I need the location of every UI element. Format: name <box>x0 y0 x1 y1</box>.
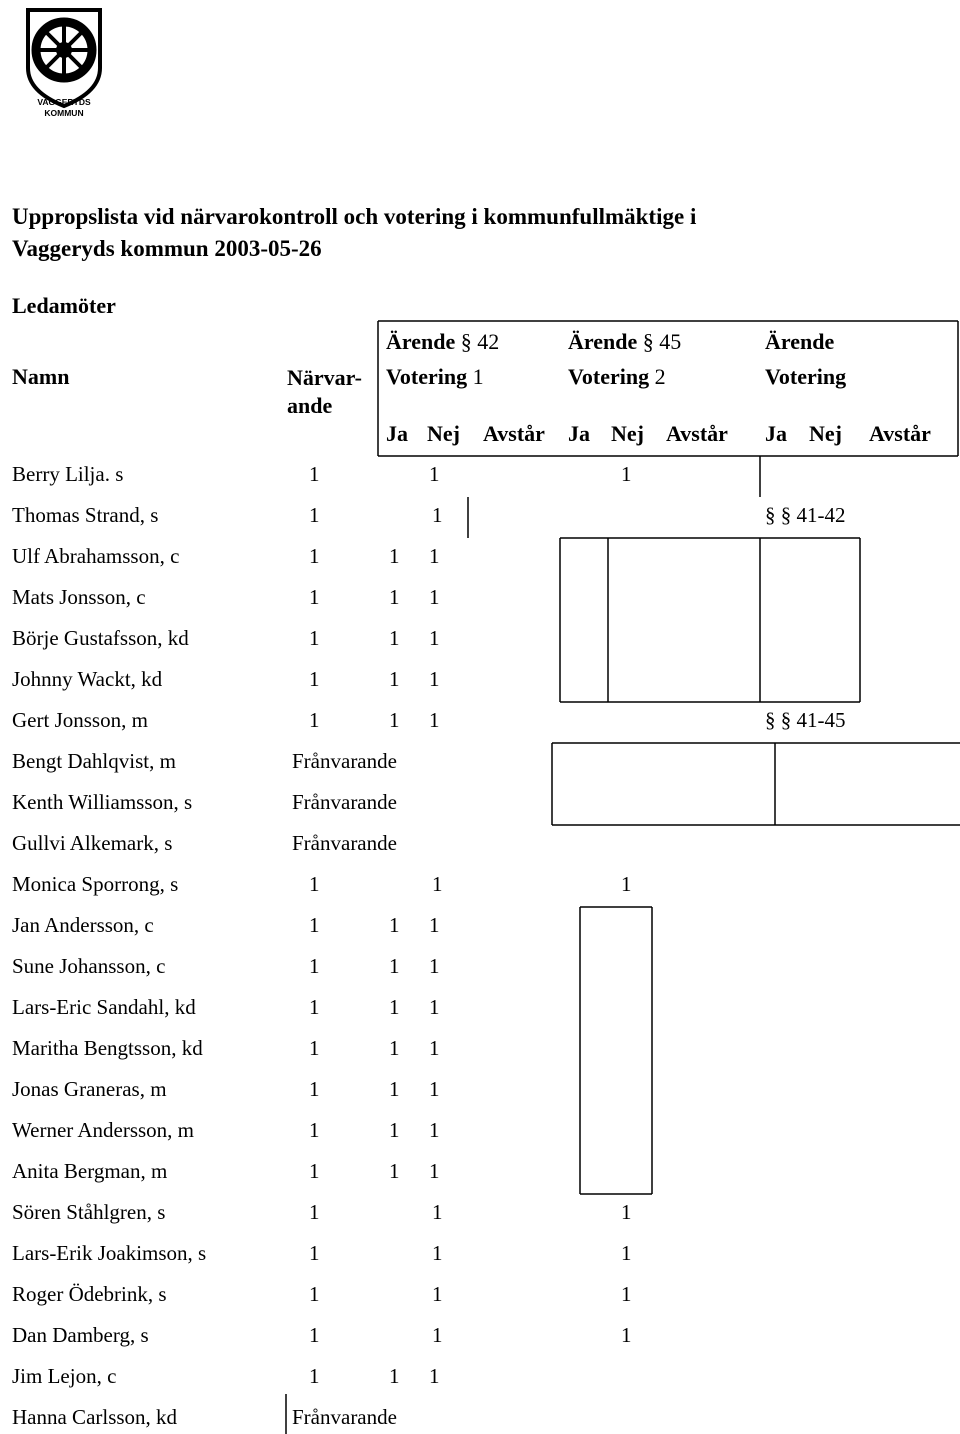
arende-label-3: Ärende <box>765 329 835 354</box>
vote-avstar-value: 1 <box>621 1200 632 1224</box>
vote-ja-value: 1 <box>389 1364 400 1388</box>
sub-header-ja-3: Ja <box>765 421 787 446</box>
member-name: Anita Bergman, m <box>12 1159 168 1183</box>
member-name: Ulf Abrahamsson, c <box>12 544 180 568</box>
document-title <box>12 201 696 265</box>
member-name: Mats Jonsson, c <box>12 585 146 609</box>
present-value: 1 <box>309 1200 320 1224</box>
vote-ja-value: 1 <box>389 667 400 691</box>
votering-num-1: 1 <box>472 364 484 389</box>
present-value: 1 <box>309 954 320 978</box>
vote-ja-value: 1 <box>389 954 400 978</box>
vote-nej-value: 1 <box>432 503 443 527</box>
vote-nej-value: 1 <box>432 872 443 896</box>
present-value: 1 <box>309 503 320 527</box>
vote-ja-value: 1 <box>389 585 400 609</box>
present-value: 1 <box>309 708 320 732</box>
arende-label-1: Ärende <box>386 329 456 354</box>
arende-sym-2: § <box>642 329 654 354</box>
member-name: Jan Andersson, c <box>12 913 154 937</box>
member-name: Maritha Bengtsson, kd <box>12 1036 203 1060</box>
vote-nej-value: 1 <box>429 626 440 650</box>
vote-ja-value: 1 <box>389 544 400 568</box>
vote-nej-value: 1 <box>429 913 440 937</box>
vote-nej-value: 1 <box>432 1241 443 1265</box>
member-name: Lars-Eric Sandahl, kd <box>12 995 196 1019</box>
present-value: 1 <box>309 667 320 691</box>
present-value: 1 <box>309 1241 320 1265</box>
arende-label-2: Ärende <box>568 329 638 354</box>
present-value: 1 <box>309 462 320 486</box>
member-name: Johnny Wackt, kd <box>12 667 163 691</box>
present-value: 1 <box>309 995 320 1019</box>
votering-group-3 <box>765 364 846 390</box>
municipality-logo <box>24 6 104 124</box>
votering-label-3: Votering <box>765 364 847 389</box>
arende-group-1 <box>386 329 499 355</box>
section-label: Ledamöter <box>12 293 116 318</box>
votering-label-1: Votering <box>386 364 468 389</box>
vote-avstar-value: 1 <box>621 462 632 486</box>
present-value: 1 <box>309 1364 320 1388</box>
absent-status: Frånvarande <box>292 1405 397 1429</box>
vote-nej-value: 1 <box>432 1282 443 1306</box>
vote-nej-value: 1 <box>429 585 440 609</box>
vote-ja-value: 1 <box>389 626 400 650</box>
member-name: Kenth Williamsson, s <box>12 790 193 814</box>
vote-nej-value: 1 <box>432 1200 443 1224</box>
present-value: 1 <box>309 585 320 609</box>
arende-num-2: 45 <box>659 329 682 354</box>
arende-sym-1: § <box>460 329 472 354</box>
vote-ja-value: 1 <box>429 462 440 486</box>
present-value: 1 <box>309 1077 320 1101</box>
vote-nej-value: 1 <box>429 954 440 978</box>
vote-nej-value: 1 <box>429 1364 440 1388</box>
sub-header-avstar-1: Avstår <box>483 421 545 446</box>
vote-nej-value: 1 <box>432 1323 443 1347</box>
vote-ja-value: 1 <box>389 1118 400 1142</box>
member-name: Werner Andersson, m <box>12 1118 195 1142</box>
vote-ja-value: 1 <box>389 913 400 937</box>
col-header-name: Namn <box>12 364 70 389</box>
vote-ja-value: 1 <box>389 995 400 1019</box>
vote-avstar-value: 1 <box>621 1323 632 1347</box>
member-name: Lars-Erik Joakimson, s <box>12 1241 207 1265</box>
vote-avstar-value: 1 <box>621 1282 632 1306</box>
absent-status: Frånvarande <box>292 749 397 773</box>
present-value: 1 <box>309 913 320 937</box>
member-name: Dan Damberg, s <box>12 1323 149 1347</box>
votering-group-2 <box>568 364 666 390</box>
present-value: 1 <box>309 544 320 568</box>
arende-group-3 <box>765 329 834 355</box>
member-name: Berry Lilja. s <box>12 462 124 486</box>
paragraph-note: § § 41-42 <box>765 503 846 527</box>
member-name: Jim Lejon, c <box>12 1364 117 1388</box>
vote-nej-value: 1 <box>429 995 440 1019</box>
member-name: Roger Ödebrink, s <box>12 1282 167 1306</box>
present-value: 1 <box>309 872 320 896</box>
logo-text-2: KOMMUN <box>44 108 84 118</box>
present-value: 1 <box>309 1036 320 1060</box>
vote-nej-value: 1 <box>429 1036 440 1060</box>
logo-text-1: VAGGERYDS <box>37 97 91 107</box>
present-value: 1 <box>309 1323 320 1347</box>
sub-header-ja-1: Ja <box>386 421 408 446</box>
vote-nej-value: 1 <box>429 544 440 568</box>
col-header-present <box>287 364 362 420</box>
present-value: 1 <box>309 1118 320 1142</box>
title-line-1: Uppropslista vid närvarokontroll och votering i kommunfullmäktige i <box>12 204 697 229</box>
member-name: Hanna Carlsson, kd <box>12 1405 178 1429</box>
member-name: Bengt Dahlqvist, m <box>12 749 176 773</box>
member-name: Sören Ståhlgren, s <box>12 1200 166 1224</box>
member-name: Gert Jonsson, m <box>12 708 148 732</box>
title-line-2: Vaggeryds kommun 2003-05-26 <box>12 236 322 261</box>
votering-num-2: 2 <box>654 364 666 389</box>
absent-status: Frånvarande <box>292 831 397 855</box>
member-name: Gullvi Alkemark, s <box>12 831 173 855</box>
col-header-present-line2: ande <box>287 393 333 418</box>
vote-avstar-value: 1 <box>621 872 632 896</box>
member-name: Thomas Strand, s <box>12 503 159 527</box>
col-header-present-line1: Närvar- <box>287 365 362 390</box>
vote-nej-value: 1 <box>429 1118 440 1142</box>
sub-header-nej-1: Nej <box>427 421 460 446</box>
present-value: 1 <box>309 626 320 650</box>
sub-header-avstar-2: Avstår <box>666 421 728 446</box>
arende-group-2 <box>568 329 681 355</box>
member-name: Börje Gustafsson, kd <box>12 626 189 650</box>
vote-nej-value: 1 <box>429 667 440 691</box>
vote-avstar-value: 1 <box>621 1241 632 1265</box>
member-name: Monica Sporrong, s <box>12 872 179 896</box>
sub-header-avstar-3: Avstår <box>869 421 931 446</box>
vote-nej-value: 1 <box>429 1159 440 1183</box>
arende-num-1: 42 <box>477 329 500 354</box>
present-value: 1 <box>309 1159 320 1183</box>
member-name: Jonas Graneras, m <box>12 1077 167 1101</box>
absent-status: Frånvarande <box>292 790 397 814</box>
member-name: Sune Johansson, c <box>12 954 166 978</box>
vote-nej-value: 1 <box>429 708 440 732</box>
sub-header-ja-2: Ja <box>568 421 590 446</box>
vote-ja-value: 1 <box>389 1159 400 1183</box>
vote-ja-value: 1 <box>389 1036 400 1060</box>
vote-nej-value: 1 <box>429 1077 440 1101</box>
sub-header-nej-2: Nej <box>611 421 644 446</box>
votering-label-2: Votering <box>568 364 650 389</box>
sub-header-nej-3: Nej <box>809 421 842 446</box>
paragraph-note: § § 41-45 <box>765 708 846 732</box>
votering-group-1 <box>386 364 484 390</box>
vote-ja-value: 1 <box>389 708 400 732</box>
present-value: 1 <box>309 1282 320 1306</box>
vote-ja-value: 1 <box>389 1077 400 1101</box>
